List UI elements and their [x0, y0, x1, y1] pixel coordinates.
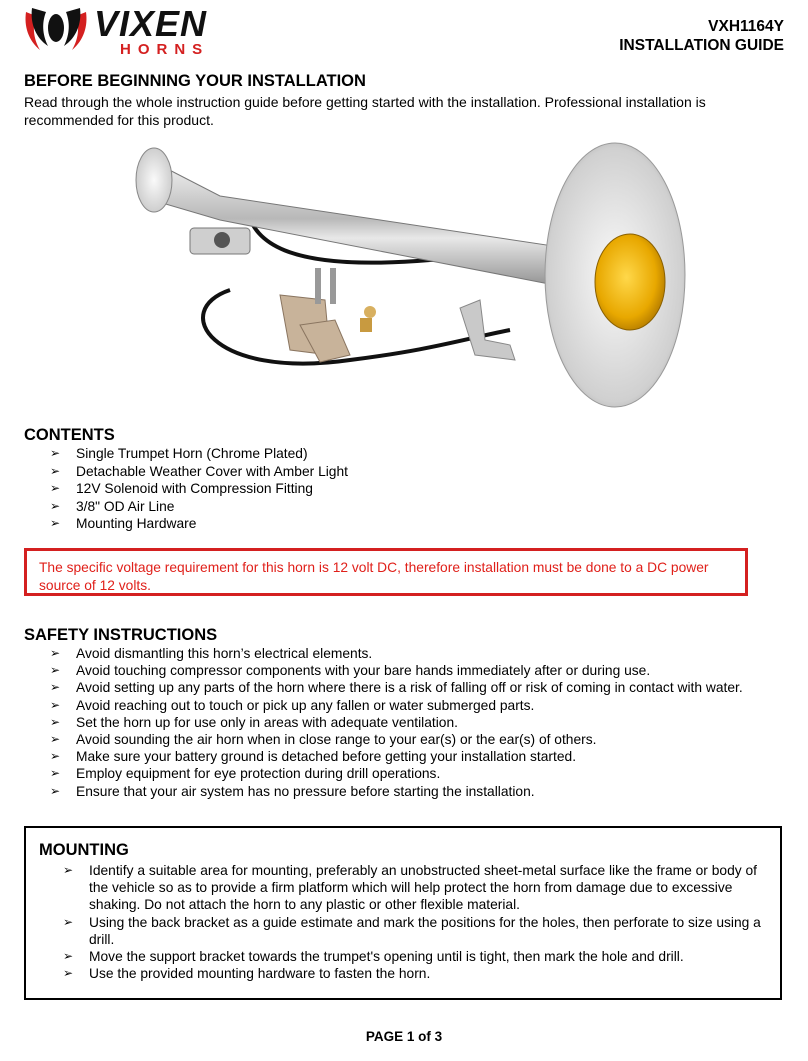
arrow-bullet-icon: ➢	[50, 732, 61, 747]
arrow-bullet-icon: ➢	[50, 783, 61, 798]
product-photo	[130, 140, 690, 412]
contents-list	[50, 445, 348, 533]
arrow-bullet-icon: ➢	[63, 966, 74, 981]
list-item: ➢ Single Trumpet Horn (Chrome Plated)	[50, 446, 308, 461]
list-item: ➢ 3/8" OD Air Line	[50, 498, 175, 514]
safety-heading: SAFETY INSTRUCTIONS	[24, 626, 218, 644]
document-header	[619, 17, 784, 55]
trumpet-tube	[150, 160, 580, 290]
amber-light	[595, 234, 665, 330]
arrow-bullet-icon: ➢	[50, 714, 61, 729]
list-item: ➢ Employ equipment for eye protection during drill operations.	[50, 766, 441, 782]
arrow-bullet-icon: ➢	[50, 481, 61, 495]
arrow-bullet-icon: ➢	[50, 697, 61, 712]
list-item: ➢ Ensure that your air system has no pressure before starting the installation.	[50, 783, 535, 799]
voltage-warning: The specific voltage requirement for this horn is 12 volt DC, therefore installation must be done to a DC power source of 12 volts.	[24, 548, 748, 596]
arrow-bullet-icon: ➢	[50, 446, 61, 460]
arrow-bullet-icon: ➢	[50, 766, 61, 781]
arrow-bullet-icon: ➢	[50, 749, 61, 764]
mounting-box	[24, 826, 782, 1000]
arrow-bullet-icon: ➢	[63, 949, 74, 964]
arrow-bullet-icon: ➢	[50, 498, 61, 513]
logo-wordmark: VIXEN	[94, 3, 208, 44]
page-number: PAGE 1 of 3	[365, 1029, 443, 1044]
list-item: ➢ Avoid sounding the air horn when in close range to your ear(s) or the ear(s) of others.	[50, 732, 597, 748]
safety-list	[50, 645, 790, 800]
list-item: ➢ Move the support bracket towards the trumpet's opening until is tight, then mark the hole and drill.	[63, 949, 684, 965]
list-item: ➢ Avoid dismantling this horn’s electrical elements.	[50, 646, 373, 661]
list-item: ➢ Make sure your battery ground is detached before getting your installation started.	[50, 749, 577, 765]
list-item: ➢ Identify a suitable area for mounting, preferably an unobstructed sheet-metal surface like the frame or body of the vehicle so as to provide a firm platform which will help protect the horn from damage due to excessive shaking. Do not attach the horn to any plastic or other flexible material.	[63, 863, 757, 913]
doc-title: INSTALLATION GUIDE	[619, 37, 784, 54]
arrow-bullet-icon: ➢	[50, 680, 61, 695]
logo-subword: HORNS	[120, 41, 210, 56]
arrow-bullet-icon: ➢	[63, 914, 74, 929]
arrow-bullet-icon: ➢	[50, 516, 61, 530]
list-item: ➢ Avoid reaching out to touch or pick up any fallen or water submerged parts.	[50, 697, 535, 713]
intro-text: Read through the whole instruction guide before getting started with the installation. Professional installation is recommended for this product.	[24, 94, 706, 128]
vixen-horns-logo	[22, 2, 242, 56]
model-number: VXH1164Y	[708, 18, 784, 35]
arrow-bullet-icon: ➢	[50, 463, 61, 478]
arrow-bullet-icon: ➢	[50, 663, 61, 678]
arrow-bullet-icon: ➢	[63, 863, 74, 877]
list-item: ➢ Set the horn up for use only in areas with adequate ventilation.	[50, 714, 458, 730]
list-item: ➢ Detachable Weather Cover with Amber Light	[50, 463, 348, 479]
intro-heading: BEFORE BEGINNING YOUR INSTALLATION	[24, 72, 366, 90]
mounting-heading: MOUNTING	[39, 841, 129, 859]
list-item: ➢ Using the back bracket as a guide estimate and mark the positions for the holes, then perforate to size using a drill.	[63, 914, 761, 947]
contents-heading: CONTENTS	[24, 426, 115, 444]
list-item: ➢ Mounting Hardware	[50, 516, 197, 531]
horns-emblem-icon	[26, 8, 87, 50]
mounting-list	[63, 862, 771, 982]
list-item: ➢ 12V Solenoid with Compression Fitting	[50, 481, 313, 496]
list-item: ➢ Avoid setting up any parts of the horn where there is a risk of falling off or risk of coming in contact with water.	[50, 680, 743, 696]
list-item: ➢ Use the provided mounting hardware to fasten the horn.	[63, 966, 431, 982]
list-item: ➢ Avoid touching compressor components with your bare hands immediately after or during use.	[50, 663, 651, 679]
arrow-bullet-icon: ➢	[50, 646, 61, 660]
horn-rear-bell	[136, 148, 172, 212]
